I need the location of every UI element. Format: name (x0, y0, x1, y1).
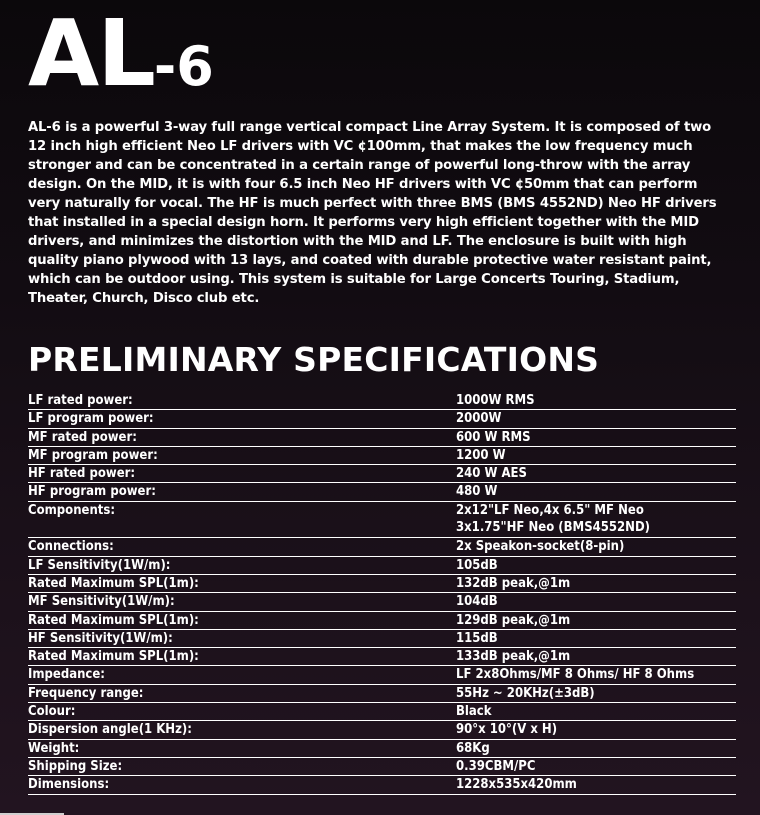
spec-label: HF program power: (28, 484, 156, 500)
spec-label: Dimensions: (28, 777, 110, 793)
spec-row (28, 429, 736, 447)
spec-label: MF Sensitivity(1W/m): (28, 594, 175, 610)
spec-value: 129dB peak,@1m (456, 612, 571, 628)
spec-label: Rated Maximum SPL(1m): (28, 575, 199, 591)
spec-value: 480 W (456, 484, 498, 500)
spec-label: HF Sensitivity(1W/m): (28, 630, 173, 646)
spec-value: 1228x535x420mm (456, 777, 577, 793)
product-title-suffix: -6 (153, 35, 214, 98)
spec-row (28, 703, 736, 721)
spec-row (28, 392, 736, 410)
spec-row (28, 612, 736, 630)
spec-row (28, 502, 736, 539)
spec-value: 1000W RMS (456, 393, 535, 408)
product-title (28, 0, 214, 107)
spec-label: MF program power: (28, 447, 158, 463)
spec-row (28, 721, 736, 739)
spec-row (28, 465, 736, 483)
spec-label: Shipping Size: (28, 758, 123, 774)
spec-label: Dispersion angle(1 KHz): (28, 722, 192, 738)
spec-row (28, 630, 736, 648)
spec-value: 104dB (456, 594, 498, 610)
spec-value: 240 W AES (456, 466, 527, 482)
spec-label: MF rated power: (28, 429, 137, 445)
spec-row (28, 575, 736, 593)
spec-value: 600 W RMS (456, 429, 531, 445)
spec-label: Colour: (28, 704, 76, 720)
spec-row (28, 557, 736, 575)
spec-row (28, 666, 736, 684)
spec-value: LF 2x8Ohms/MF 8 Ohms/ HF 8 Ohms (456, 667, 695, 683)
spec-row (28, 758, 736, 776)
spec-row (28, 648, 736, 666)
spec-label: Rated Maximum SPL(1m): (28, 612, 199, 628)
spec-label: LF rated power: (28, 393, 133, 408)
spec-row (28, 538, 736, 556)
spec-value: 132dB peak,@1m (456, 575, 571, 591)
spec-label: Components: (28, 502, 116, 518)
product-title-main: AL (28, 0, 154, 107)
spec-value: 115dB (456, 630, 498, 646)
specifications-heading: PRELIMINARY SPECIFICATIONS (28, 340, 600, 379)
spec-value: 2x Speakon-socket(8-pin) (456, 539, 625, 555)
spec-label: Connections: (28, 539, 114, 555)
product-description: AL-6 is a powerful 3-way full range vertical compact Line Array System. It is composed of two 12 inch high efficient Neo LF drivers with VC ¢100mm, that makes the low frequency much stronger and can be concentrated in a certain range of powerful long-throw with the array design. On the MID, it is with four 6.5 inch Neo HF drivers with VC ¢50mm that can perform very naturally for vocal. The HF is much perfect with three BMS (BMS 4552ND) Neo HF drivers that installed in a special design horn. It performs very high efficient together with the MID drivers, and minimizes the distortion with the MID and LF. The enclosure is built with high quality piano plywood with 13 lays, and coated with durable protective water resistant paint, which can be outdoor using. This system is suitable for Large Concerts Touring, Stadium, Theater, Church, Disco club etc. (28, 120, 717, 306)
spec-row (28, 776, 736, 794)
spec-value: 0.39CBM/PC (456, 758, 536, 774)
spec-value: 2x12"LF Neo,4x 6.5" MF Neo 3x1.75"HF Neo (BMS4552ND) (456, 502, 651, 535)
spec-label: LF program power: (28, 411, 154, 427)
spec-label: Impedance: (28, 667, 105, 683)
spec-label: Weight: (28, 740, 80, 756)
spec-value: 105dB (456, 557, 498, 573)
spec-value: 2000W (456, 411, 502, 427)
spec-label: HF rated power: (28, 466, 136, 482)
spec-value: 133dB peak,@1m (456, 649, 571, 665)
spec-value: 55Hz ~ 20KHz(±3dB) (456, 685, 595, 701)
spec-row (28, 447, 736, 465)
spec-label: Rated Maximum SPL(1m): (28, 649, 199, 665)
spec-row (28, 593, 736, 611)
spec-row (28, 483, 736, 501)
spec-value: 90°x 10°(V x H) (456, 722, 558, 738)
specifications-table (28, 392, 736, 795)
spec-value: 68Kg (456, 740, 490, 756)
spec-value: 1200 W (456, 447, 506, 463)
spec-label: Frequency range: (28, 685, 144, 701)
spec-row (28, 740, 736, 758)
spec-value: Black (456, 704, 492, 720)
spec-row (28, 685, 736, 703)
spec-label: LF Sensitivity(1W/m): (28, 557, 171, 573)
spec-row (28, 410, 736, 428)
